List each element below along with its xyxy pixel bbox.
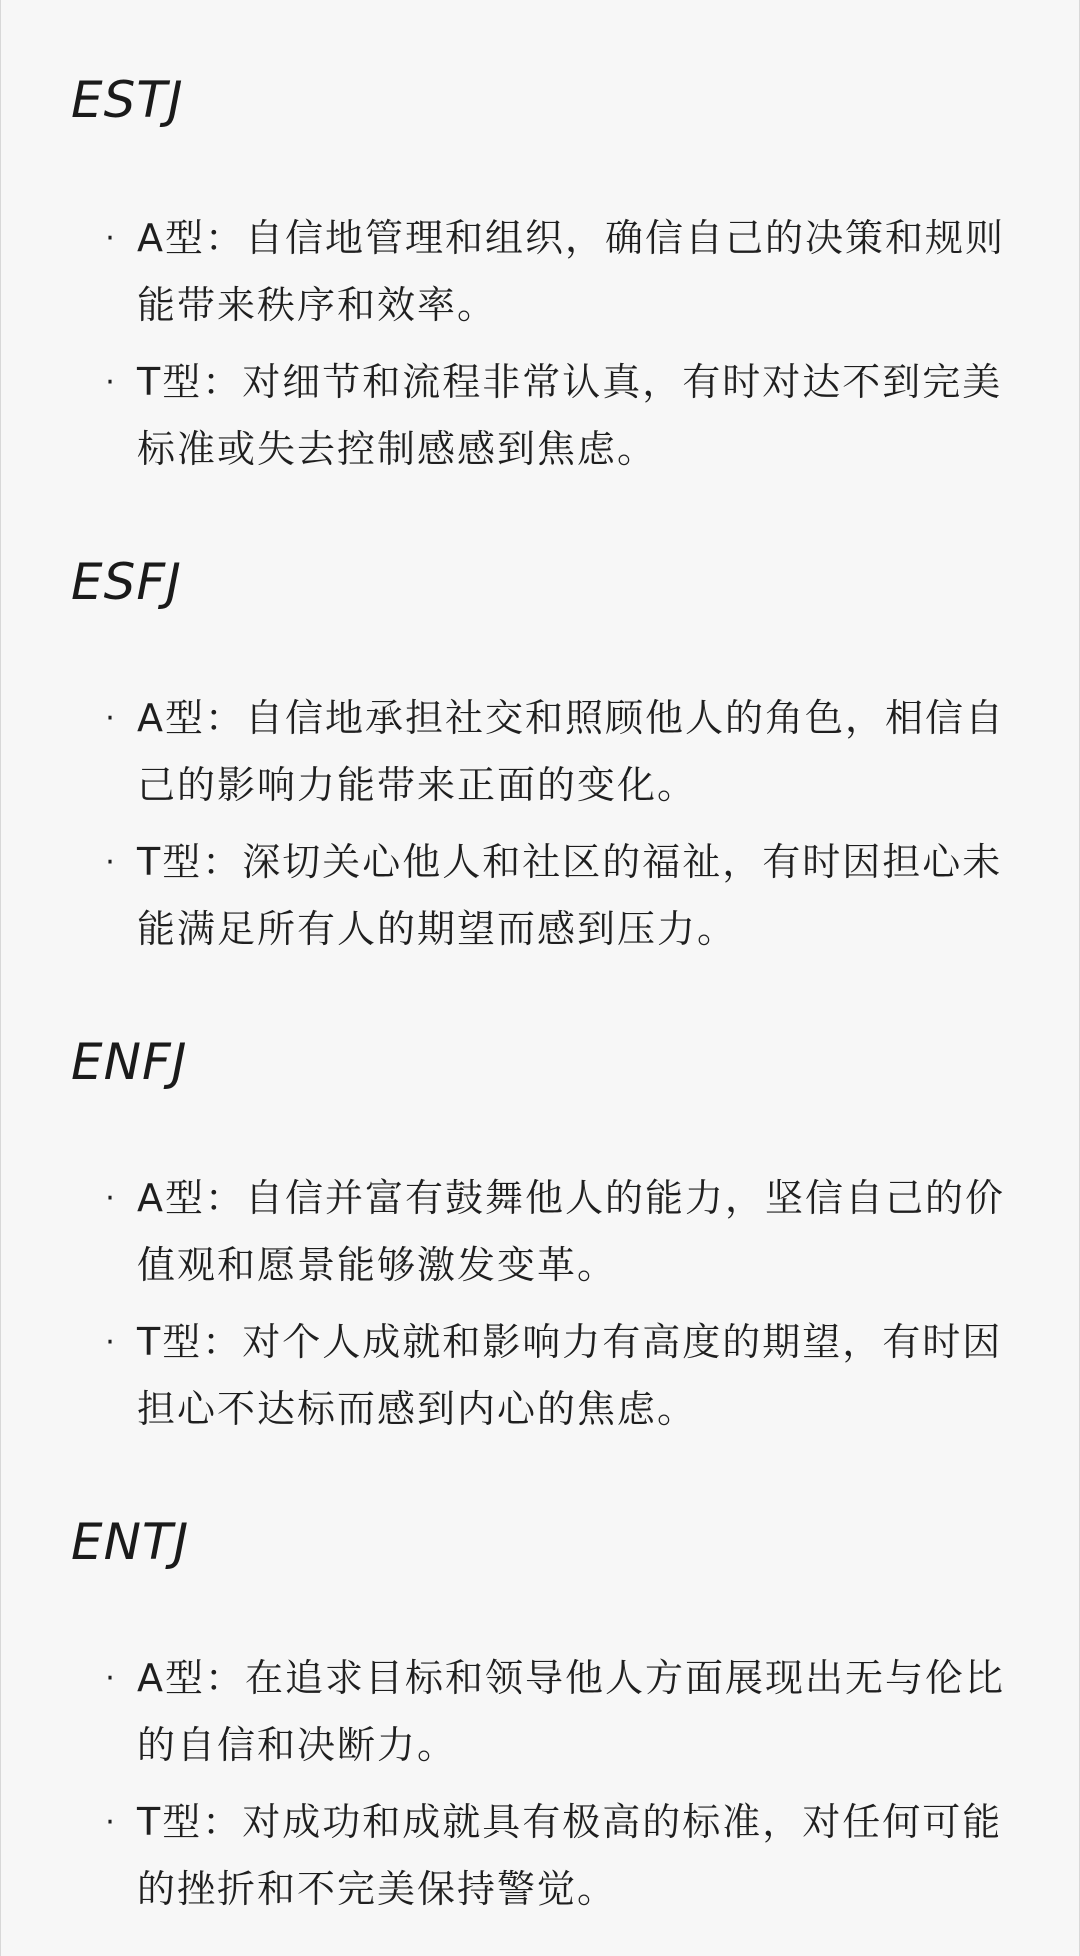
bullet-list-estj xyxy=(101,205,1031,493)
list-item-text: A型：自信地管理和组织，确信自己的决策和规则能带来秩序和效率。 xyxy=(137,216,1005,327)
section-title: ENTJ xyxy=(71,1513,190,1571)
list-item xyxy=(101,349,1031,483)
section-title: ENFJ xyxy=(71,1033,188,1091)
list-item xyxy=(101,1165,1031,1299)
list-item xyxy=(101,1309,1031,1443)
section-title: ESTJ xyxy=(71,71,184,129)
list-item xyxy=(101,1645,1031,1779)
list-item xyxy=(101,1789,1031,1923)
list-item-text: T型：对个人成就和影响力有高度的期望，有时因担心不达标而感到内心的焦虑。 xyxy=(137,1320,1003,1431)
bullet-marker: · xyxy=(105,221,117,256)
list-item-text: A型：自信并富有鼓舞他人的能力，坚信自己的价值观和愿景能够激发变革。 xyxy=(137,1176,1005,1287)
list-item-text: T型：深切关心他人和社区的福祉，有时因担心未能满足所有人的期望而感到压力。 xyxy=(137,840,1003,951)
bullet-marker: · xyxy=(105,1181,117,1216)
bullet-marker: · xyxy=(105,845,117,880)
section-entj xyxy=(71,1512,1031,1572)
bullet-list-entj xyxy=(101,1645,1031,1933)
list-item xyxy=(101,685,1031,819)
bullet-marker: · xyxy=(105,701,117,736)
section-esfj xyxy=(71,552,1031,612)
section-title: ESFJ xyxy=(71,553,182,611)
list-item-text: A型：在追求目标和领导他人方面展现出无与伦比的自信和决断力。 xyxy=(137,1656,1005,1767)
bullet-marker: · xyxy=(105,1661,117,1696)
list-item xyxy=(101,829,1031,963)
bullet-marker: · xyxy=(105,1325,117,1360)
list-item-text: A型：自信地承担社交和照顾他人的角色，相信自己的影响力能带来正面的变化。 xyxy=(137,696,1005,807)
bullet-list-enfj xyxy=(101,1165,1031,1453)
section-estj xyxy=(71,70,1031,130)
bullet-marker: · xyxy=(105,1805,117,1840)
bullet-list-esfj xyxy=(101,685,1031,973)
section-enfj xyxy=(71,1032,1031,1092)
list-item-text: T型：对细节和流程非常认真，有时对达不到完美标准或失去控制感感到焦虑。 xyxy=(137,360,1003,471)
bullet-marker: · xyxy=(105,365,117,400)
list-item-text: T型：对成功和成就具有极高的标准，对任何可能的挫折和不完美保持警觉。 xyxy=(137,1800,1003,1911)
list-item xyxy=(101,205,1031,339)
